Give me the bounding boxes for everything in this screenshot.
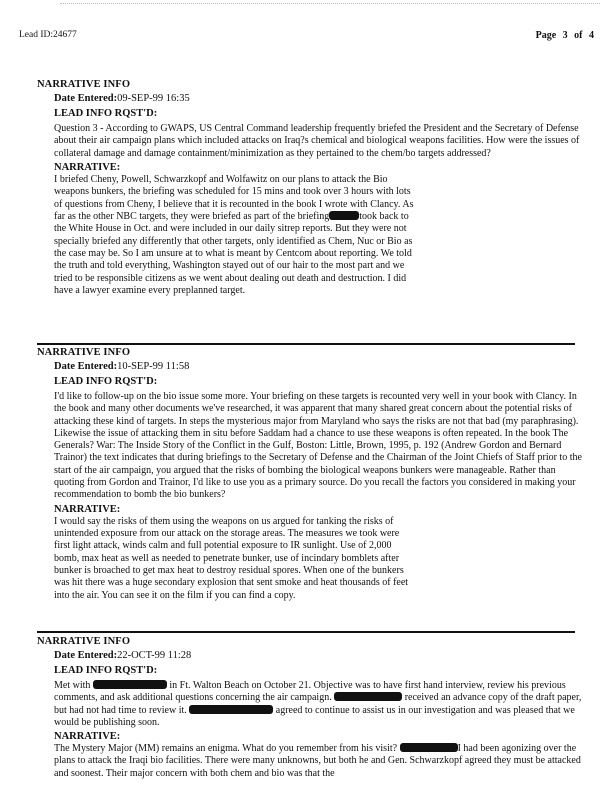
lead-info-request: Question 3 - According to GWAPS, US Central Command leadership frequently briefed the President and the Secretary of Defense about their air campaign plans which included attacks on Iraq?s chemical and biological weapons facilities. How were the issues of collateral damage and damage containment/minimization as they pertained to the chem/bo targets addressed? [54, 123, 580, 159]
narrative-label: NARRATIVE: [54, 161, 121, 173]
narrative-label: NARRATIVE: [54, 503, 121, 515]
lead-id: Lead ID:24677 [19, 30, 77, 40]
redaction-block [329, 211, 359, 220]
redaction-block [400, 743, 458, 752]
narrative-label: NARRATIVE: [54, 731, 121, 743]
narrative-section-2 [37, 347, 587, 602]
date-value: 10-SEP-99 11:58 [117, 361, 190, 372]
redaction-block [189, 705, 273, 714]
request-part-c: received an advance copy of the draft paper, but had not had time to review it. [54, 692, 582, 716]
date-label: Date Entered: [54, 361, 118, 372]
lead-info-request: I'd like to follow-up on the bio issue some more. Your briefing on these targets is recounted very well in your book with Clancy. In the book and many other documents we've researched, it was apparent that many shared great concern about the potential risks of attacking these kind of targets. In steps the mysterious major from Maryland who says the risks are not that bad (my paraphrasing). Likewise the issue of attacking them in situ before Saddam had a chance to use these weapons is often repeated. In the book The Generals? War: The Inside Story of the Conflict in the Gulf, Boston: Little, Brown, 1995, p. 192 (Andrew Gordon and Bernard Trainor) the text indicates that during briefings to the Secretary of Defense and the Chairman of the Joint Chiefs of Staff prior to the start of the air campaign, you argued that the risks of bombing the biological weapons bunkers were manageable. Rather than quoting from Gordon and Trainor, I'd like to use you as a primary source. Do you recall the factors you considered in making your recommendation to bomb the bio bunkers? [54, 391, 582, 501]
narrative-text-part-b: took back to the White House in Oct. and were included in our daily sitrep reports. But they were not specially briefed any differently that other targets, only identified as Chem, Nuc or Bio as the case may be. So I am unsure at to what is meant by Centcom about reporting. We told the truth and told everything, Washington stayed out of our hair to the most part and we tried to be responsible citizens as we went about dealing out death and destruction. I did have a lawyer examine every preplanned target. [54, 210, 413, 296]
page-current: 3 [562, 30, 568, 41]
redaction-block [93, 680, 167, 689]
narrative-section-3 [37, 636, 587, 780]
section-title: NARRATIVE INFO [37, 79, 131, 90]
request-part-d: agreed to continue to assist us in our investigation and was pleased that we would be publishing soon. [54, 704, 575, 728]
date-label: Date Entered: [54, 93, 118, 104]
date-entered [37, 92, 587, 106]
date-value: 22-OCT-99 11:28 [117, 650, 192, 661]
request-part-a: Met with [54, 680, 91, 691]
narrative-text-part-a: The Mystery Major (MM) remains an enigma. What do you remember from his visit? [54, 743, 398, 755]
narrative-text [37, 174, 416, 297]
section-title: NARRATIVE INFO [37, 636, 131, 647]
section-divider [37, 631, 575, 633]
narrative-text-part-b: I had been agonizing over the plans to attack the Iraqi bio facilities. There were many unknowns, but both he and Gen. Schwarzkopf agreed they must be attacked and soonest. Their major concern with both chem and bio was that the [54, 743, 581, 779]
narrative-text-part-a: I briefed Cheny, Powell, Schwarzkopf and Wolfawitz on our plans to attack the Bio weapons bunkers, the briefing was scheduled for 15 mins and took over 3 hours with lots of questions from Cheny, I believe that it is recounted in the book I wrote with Clancy. As far as the other NBC targets, they were briefed as part of the briefing [54, 173, 414, 222]
lead-info-request [37, 680, 587, 729]
scan-artifact-line [60, 3, 600, 4]
lead-info-label: LEAD INFO RQST'D: [54, 376, 158, 387]
page-of: of [574, 30, 583, 41]
lead-info-label: LEAD INFO RQST'D: [54, 108, 158, 119]
narrative-text: I would say the risks of them using the weapons on us argued for tanking the risks of unintended exposure from our attack on the storage areas. The measures we took were first light attack, winds calm and full potential exposure to IR sunlight. Use of 2,000 bomb, max heat as well as needed to penetrate bunker, use of incindary bomblets after bunker is broached to get max heat to destroy residual spores. When one of the bunkers was hit there was a huge secondary explosion that sent smoke and heat thousands of feet into the air. You can see it on the film if you can find a copy. [54, 515, 409, 601]
section-title: NARRATIVE INFO [37, 347, 131, 358]
request-part-b: in Ft. Walton Beach on October 21. Objective was to have first hand interview, review his previous comments, and ask additional questions concerning the air campaign. [54, 680, 566, 704]
narrative-text [37, 743, 587, 780]
date-entered [37, 360, 587, 374]
narrative-section-1 [37, 79, 587, 297]
redaction-block [334, 692, 402, 701]
page-total: 4 [589, 30, 594, 41]
page-number [532, 30, 594, 41]
page-label: Page [535, 30, 557, 41]
section-divider [37, 343, 575, 345]
date-value: 09-SEP-99 16:35 [117, 93, 190, 104]
date-entered [37, 649, 587, 663]
date-label: Date Entered: [54, 650, 118, 661]
lead-info-label: LEAD INFO RQST'D: [54, 665, 158, 676]
